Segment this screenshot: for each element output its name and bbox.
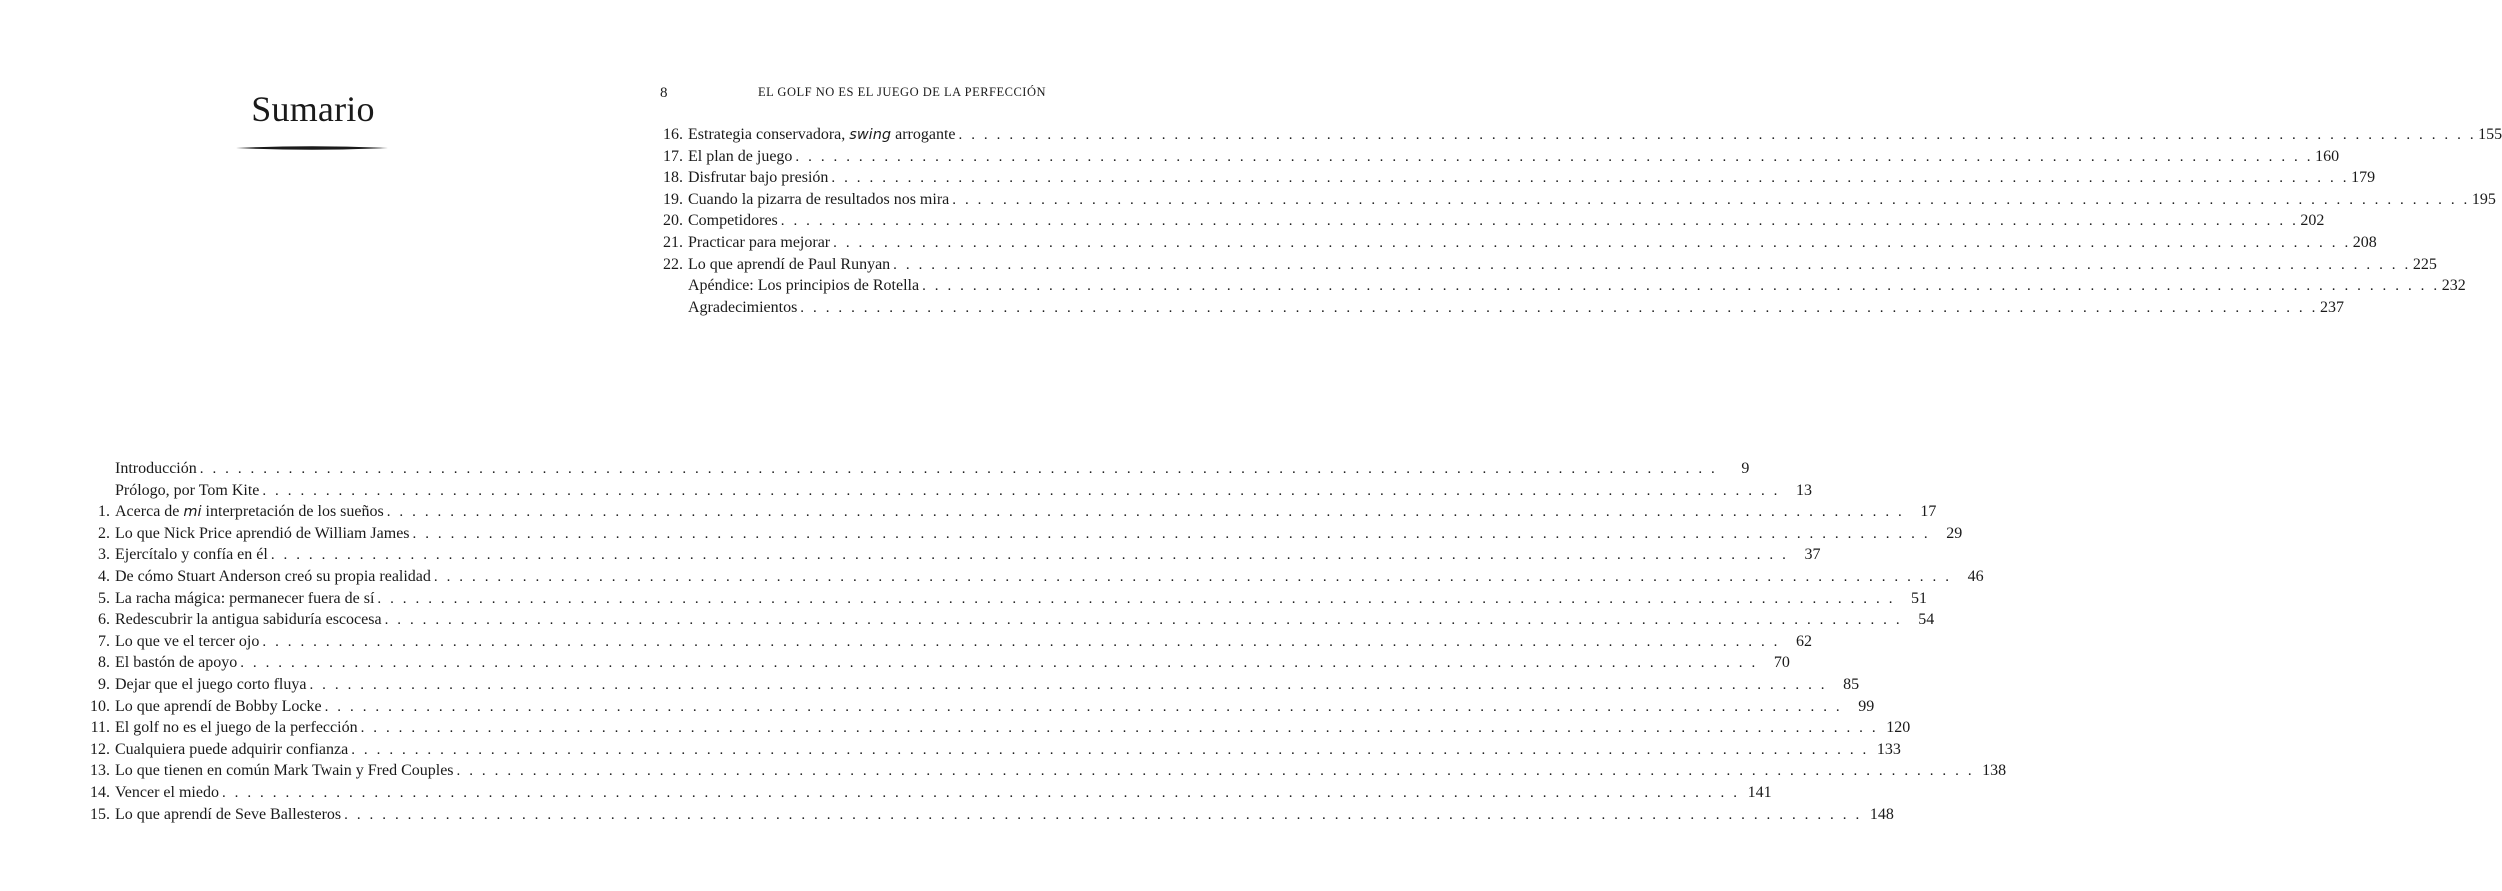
- toc-entry: [88, 480, 1813, 502]
- toc-entry: [88, 501, 1937, 523]
- toc-entry: [663, 146, 2340, 168]
- toc-entry-page: 85: [1843, 675, 1860, 693]
- toc-list-right: [663, 124, 2502, 318]
- toc-entry-title: Apéndice: Los principios de Rotella: [688, 277, 920, 295]
- toc-entry-title-emphasis: swing: [849, 127, 892, 143]
- toc-entry-number: 19.: [663, 190, 683, 208]
- toc-dot-leader: . . . . . . . . . . . . . . . . . . . . . . . . . . . . . . . . . . . . . . . . . . . . . . . . . . . . . . . . . . . . . . . . . . . . . . . . . . . . . . . . . . . . . . . . . . . . . . . . . . . . . . . . . . . . . . . . . . . . . . . .: [324, 698, 1843, 715]
- toc-entry-number: 2.: [98, 524, 110, 542]
- toc-entry: [663, 210, 2325, 232]
- toc-dot-leader: . . . . . . . . . . . . . . . . . . . . . . . . . . . . . . . . . . . . . . . . . . . . . . . . . . . . . . . . . . . . . . . . . . . . . . . . . . . . . . . . . . . . . . . . . . . . . . . . . . . . . . . . . . . . . . . . . . . . . . . .: [360, 720, 1879, 737]
- toc-entry-title: Vencer el miedo: [115, 783, 219, 801]
- toc-dot-leader: . . . . . . . . . . . . . . . . . . . . . . . . . . . . . . . . . . . . . . . . . . . . . . . . . . . . . . . . . . . . . . . . . . . . . . . . . . . . . . . . . . . . . . . . . . . . . . . . . . . . . . . . . . . . . . . . . . . . . . . .: [262, 482, 1781, 499]
- toc-entry-title: Lo que aprendí de Paul Runyan: [688, 255, 891, 273]
- toc-entry-page: 29: [1946, 524, 1963, 542]
- toc-entry: [88, 652, 1790, 674]
- toc-entry: [663, 232, 2377, 254]
- toc-entry-page: 208: [2352, 233, 2377, 251]
- toc-entry-page: 99: [1858, 697, 1875, 715]
- toc-entry-page: 202: [2300, 212, 2325, 230]
- toc-entry: [88, 804, 1894, 826]
- toc-dot-leader: . . . . . . . . . . . . . . . . . . . . . . . . . . . . . . . . . . . . . . . . . . . . . . . . . . . . . . . . . . . . . . . . . . . . . . . . . . . . . . . . . . . . . . . . . . . . . . . . . . . . . . . . . . . . . . . . . . . . . . . .: [412, 525, 1931, 542]
- page-title: Sumario: [251, 89, 375, 129]
- toc-entry: [663, 124, 2502, 146]
- toc-entry-page: 232: [2441, 277, 2466, 295]
- toc-entry-title: Ejercítalo y confía en él: [115, 546, 268, 564]
- toc-entry-number: 7.: [98, 632, 110, 650]
- toc-entry: [663, 297, 2344, 319]
- running-header: [660, 85, 1080, 105]
- toc-entry-title: El bastón de apoyo: [115, 654, 238, 672]
- toc-entry-number: 22.: [663, 255, 683, 273]
- toc-entry-title: Lo que Nick Price aprendió de William James: [115, 524, 410, 542]
- running-head-title: EL GOLF NO ES EL JUEGO DE LA PERFECCIÓN: [758, 85, 1047, 99]
- toc-dot-leader: . . . . . . . . . . . . . . . . . . . . . . . . . . . . . . . . . . . . . . . . . . . . . . . . . . . . . . . . . . . . . . . . . . . . . . . . . . . . . . . . . . . . . . . . . . . . . . . . . . . . . . . . . . . . . . . . . . . . . . . .: [309, 676, 1828, 693]
- toc-dot-leader: . . . . . . . . . . . . . . . . . . . . . . . . . . . . . . . . . . . . . . . . . . . . . . . . . . . . . . . . . . . . . . . . . . . . . . . . . . . . . . . . . . . . . . . . . . . . . . . . . . . . . . . . . . . . . . . . . . . . . . . .: [240, 655, 1758, 672]
- toc-entry-number: 8.: [98, 654, 110, 672]
- toc-entry: [88, 523, 1963, 545]
- toc-dot-leader: . . . . . . . . . . . . . . . . . . . . . . . . . . . . . . . . . . . . . . . . . . . . . . . . . . . . . . . . . . . . . . . . . . . . . . . . . . . . . . . . . . . . . . . . . . . . . . . . . . . . . . . . . . . . . . . . . . . . . . . .: [800, 299, 2318, 316]
- toc-entry: [663, 275, 2466, 297]
- toc-dot-leader: . . . . . . . . . . . . . . . . . . . . . . . . . . . . . . . . . . . . . . . . . . . . . . . . . . . . . . . . . . . . . . . . . . . . . . . . . . . . . . . . . . . . . . . . . . . . . . . . . . . . . . . . . . . . . . . . . . . . . . . .: [384, 612, 1903, 629]
- toc-entry-title: Lo que tienen en común Mark Twain y Fred Couples: [115, 762, 454, 780]
- toc-entry-page: 9: [1741, 460, 1750, 477]
- toc-entry: [663, 189, 2496, 211]
- toc-entry-number: 14.: [90, 783, 110, 801]
- toc-entry-number: 11.: [90, 719, 110, 737]
- toc-entry: [88, 544, 1821, 566]
- toc-entry-title-part: Acerca de: [115, 503, 184, 521]
- toc-entry: [88, 588, 1928, 610]
- toc-entry-number: 4.: [98, 567, 110, 585]
- toc-entry-number: 21.: [663, 233, 683, 251]
- toc-entry-page: 37: [1804, 546, 1821, 564]
- toc-entry-title-part: interpretación de los sueños: [201, 503, 384, 521]
- toc-entry-page: 133: [1876, 740, 1901, 758]
- toc-entry-page: 54: [1918, 611, 1935, 629]
- toc-entry-page: 179: [2351, 169, 2376, 187]
- toc-entry-number: 20.: [663, 212, 683, 230]
- title-ornament-rule: [236, 144, 388, 152]
- toc-entry-title: [688, 124, 956, 147]
- toc-dot-leader: . . . . . . . . . . . . . . . . . . . . . . . . . . . . . . . . . . . . . . . . . . . . . . . . . . . . . . . . . . . . . . . . . . . . . . . . . . . . . . . . . . . . . . . . . . . . . . . . . . . . . . . . . . . . . . . . . . . . . . . .: [386, 504, 1905, 521]
- toc-entry-title: Practicar para mejorar: [688, 233, 831, 251]
- toc-dot-leader: . . . . . . . . . . . . . . . . . . . . . . . . . . . . . . . . . . . . . . . . . . . . . . . . . . . . . . . . . . . . . . . . . . . . . . . . . . . . . . . . . . . . . . . . . . . . . . . . . . . . . . . . . . . . . . . . . . . . . . . .: [270, 547, 1789, 564]
- toc-entry-title: [115, 501, 384, 524]
- toc-entry-title: Disfrutar bajo presión: [688, 169, 829, 187]
- toc-entry-number: 18.: [663, 169, 683, 187]
- toc-entry: [88, 782, 1772, 804]
- toc-entry-page: 148: [1869, 805, 1894, 823]
- toc-entry-number: 6.: [98, 611, 110, 629]
- toc-entry-title: Cualquiera puede adquirir confianza: [115, 740, 349, 758]
- toc-entry-page: 237: [2319, 298, 2344, 316]
- toc-dot-leader: . . . . . . . . . . . . . . . . . . . . . . . . . . . . . . . . . . . . . . . . . . . . . . . . . . . . . . . . . . . . . . . . . . . . . . . . . . . . . . . . . . . . . . . . . . . . . . . . . . . . . . . . . . . . . . . . . . . . . . . .: [952, 191, 2470, 208]
- toc-entry: [88, 458, 1750, 480]
- toc-entry-number: 12.: [90, 740, 110, 758]
- toc-entry-page: 13: [1796, 481, 1813, 499]
- toc-entry: [88, 631, 1813, 653]
- toc-entry: [663, 167, 2376, 189]
- toc-entry-title: De cómo Stuart Anderson creó su propia realidad: [115, 567, 431, 585]
- toc-dot-leader: . . . . . . . . . . . . . . . . . . . . . . . . . . . . . . . . . . . . . . . . . . . . . . . . . . . . . . . . . . . . . . . . . . . . . . . . . . . . . . . . . . . . . . . . . . . . . . . . . . . . . . . . . . . . . . . . . . . . . . . .: [262, 633, 1781, 650]
- toc-entry-number: 1.: [98, 503, 110, 521]
- toc-entry-title: Agradecimientos: [688, 298, 798, 316]
- toc-entry: [88, 760, 2007, 782]
- toc-entry-page: 120: [1886, 719, 1911, 737]
- toc-dot-leader: . . . . . . . . . . . . . . . . . . . . . . . . . . . . . . . . . . . . . . . . . . . . . . . . . . . . . . . . . . . . . . . . . . . . . . . . . . . . . . . . . . . . . . . . . . . . . . . . . . . . . . . . . . . . . . . . . . . . . . . .: [922, 278, 2440, 295]
- toc-entry-title-part: arrogante: [891, 126, 956, 143]
- toc-dot-leader: . . . . . . . . . . . . . . . . . . . . . . . . . . . . . . . . . . . . . . . . . . . . . . . . . . . . . . . . . . . . . . . . . . . . . . . . . . . . . . . . . . . . . . . . . . . . . . . . . . . . . . . . . . . . . . . . . . . . . . . .: [199, 461, 1718, 477]
- toc-entry: [88, 566, 1984, 588]
- toc-entry: [88, 674, 1860, 696]
- toc-entry-title: La racha mágica: permanecer fuera de sí: [115, 589, 375, 607]
- toc-entry-number: 17.: [663, 147, 683, 165]
- toc-entry-title: Competidores: [688, 212, 778, 230]
- toc-entry: [88, 696, 1875, 718]
- toc-entry-page: 17: [1920, 503, 1937, 521]
- toc-entry-title: Lo que ve el tercer ojo: [115, 632, 260, 650]
- toc-entry-title-emphasis: mi: [183, 504, 202, 521]
- toc-dot-leader: . . . . . . . . . . . . . . . . . . . . . . . . . . . . . . . . . . . . . . . . . . . . . . . . . . . . . . . . . . . . . . . . . . . . . . . . . . . . . . . . . . . . . . . . . . . . . . . . . . . . . . . . . . . . . . . . . . . . . . . .: [433, 568, 1952, 585]
- toc-entry-page: 51: [1911, 589, 1928, 607]
- toc-entry-title-part: Estrategia conservadora,: [688, 126, 850, 143]
- toc-entry-title: Dejar que el juego corto fluya: [115, 675, 307, 693]
- toc-entry-number: 16.: [663, 126, 683, 143]
- toc-dot-leader: . . . . . . . . . . . . . . . . . . . . . . . . . . . . . . . . . . . . . . . . . . . . . . . . . . . . . . . . . . . . . . . . . . . . . . . . . . . . . . . . . . . . . . . . . . . . . . . . . . . . . . . . . . . . . . . . . . . . . . . .: [780, 213, 2299, 230]
- toc-entry-title: Cuando la pizarra de resultados nos mira: [688, 190, 950, 208]
- toc-entry-page: 195: [2471, 190, 2496, 208]
- toc-entry-page: 141: [1747, 783, 1772, 801]
- toc-dot-leader: . . . . . . . . . . . . . . . . . . . . . . . . . . . . . . . . . . . . . . . . . . . . . . . . . . . . . . . . . . . . . . . . . . . . . . . . . . . . . . . . . . . . . . . . . . . . . . . . . . . . . . . . . . . . . . . . . . . . . . . .: [377, 590, 1896, 607]
- toc-dot-leader: . . . . . . . . . . . . . . . . . . . . . . . . . . . . . . . . . . . . . . . . . . . . . . . . . . . . . . . . . . . . . . . . . . . . . . . . . . . . . . . . . . . . . . . . . . . . . . . . . . . . . . . . . . . . . . . . . . . . . . . .: [221, 784, 1740, 801]
- toc-entry-title: Introducción: [115, 460, 197, 477]
- toc-entry-title: El golf no es el juego de la perfección: [115, 719, 358, 737]
- toc-list-left: [88, 458, 2007, 825]
- toc-entry: [88, 717, 1911, 739]
- toc-dot-leader: . . . . . . . . . . . . . . . . . . . . . . . . . . . . . . . . . . . . . . . . . . . . . . . . . . . . . . . . . . . . . . . . . . . . . . . . . . . . . . . . . . . . . . . . . . . . . . . . . . . . . . . . . . . . . . . . . . . . . . . .: [351, 741, 1869, 758]
- toc-entry-number: 15.: [90, 805, 110, 823]
- toc-entry-number: 13.: [90, 762, 110, 780]
- toc-entry-page: 138: [1982, 762, 2007, 780]
- toc-entry-title: Lo que aprendí de Bobby Locke: [115, 697, 322, 715]
- toc-dot-leader: . . . . . . . . . . . . . . . . . . . . . . . . . . . . . . . . . . . . . . . . . . . . . . . . . . . . . . . . . . . . . . . . . . . . . . . . . . . . . . . . . . . . . . . . . . . . . . . . . . . . . . . . . . . . . . . . . . . . . . . .: [833, 234, 2351, 251]
- toc-dot-leader: . . . . . . . . . . . . . . . . . . . . . . . . . . . . . . . . . . . . . . . . . . . . . . . . . . . . . . . . . . . . . . . . . . . . . . . . . . . . . . . . . . . . . . . . . . . . . . . . . . . . . . . . . . . . . . . . . . . . . . . .: [958, 127, 2477, 143]
- toc-entry-page: 225: [2412, 255, 2437, 273]
- toc-entry-title: Lo que aprendí de Seve Ballesteros: [115, 805, 342, 823]
- toc-entry-page: 46: [1967, 567, 1984, 585]
- toc-entry-title: Prólogo, por Tom Kite: [115, 481, 260, 499]
- toc-entry-number: 5.: [98, 589, 110, 607]
- toc-dot-leader: . . . . . . . . . . . . . . . . . . . . . . . . . . . . . . . . . . . . . . . . . . . . . . . . . . . . . . . . . . . . . . . . . . . . . . . . . . . . . . . . . . . . . . . . . . . . . . . . . . . . . . . . . . . . . . . . . . . . . . . .: [456, 763, 1975, 780]
- page-number: 8: [660, 85, 668, 101]
- toc-entry: [88, 609, 1935, 631]
- toc-entry-title: El plan de juego: [688, 147, 793, 165]
- toc-entry-number: 9.: [98, 675, 110, 693]
- toc-entry-page: 160: [2315, 147, 2340, 165]
- toc-entry-number: 10.: [90, 697, 110, 715]
- toc-entry-page: 62: [1796, 632, 1813, 650]
- toc-entry: [663, 254, 2437, 276]
- toc-entry-number: 3.: [98, 546, 110, 564]
- toc-entry-page: 70: [1773, 654, 1790, 672]
- toc-entry: [88, 739, 1901, 761]
- toc-dot-leader: . . . . . . . . . . . . . . . . . . . . . . . . . . . . . . . . . . . . . . . . . . . . . . . . . . . . . . . . . . . . . . . . . . . . . . . . . . . . . . . . . . . . . . . . . . . . . . . . . . . . . . . . . . . . . . . . . . . . . . . .: [795, 148, 2314, 165]
- toc-dot-leader: . . . . . . . . . . . . . . . . . . . . . . . . . . . . . . . . . . . . . . . . . . . . . . . . . . . . . . . . . . . . . . . . . . . . . . . . . . . . . . . . . . . . . . . . . . . . . . . . . . . . . . . . . . . . . . . . . . . . . . . .: [344, 806, 1862, 823]
- toc-dot-leader: . . . . . . . . . . . . . . . . . . . . . . . . . . . . . . . . . . . . . . . . . . . . . . . . . . . . . . . . . . . . . . . . . . . . . . . . . . . . . . . . . . . . . . . . . . . . . . . . . . . . . . . . . . . . . . . . . . . . . . . .: [831, 170, 2350, 187]
- toc-entry-title: Redescubrir la antigua sabiduría escocesa: [115, 611, 382, 629]
- toc-dot-leader: . . . . . . . . . . . . . . . . . . . . . . . . . . . . . . . . . . . . . . . . . . . . . . . . . . . . . . . . . . . . . . . . . . . . . . . . . . . . . . . . . . . . . . . . . . . . . . . . . . . . . . . . . . . . . . . . . . . . . . . .: [893, 256, 2411, 273]
- toc-entry-page: 155: [2478, 126, 2502, 143]
